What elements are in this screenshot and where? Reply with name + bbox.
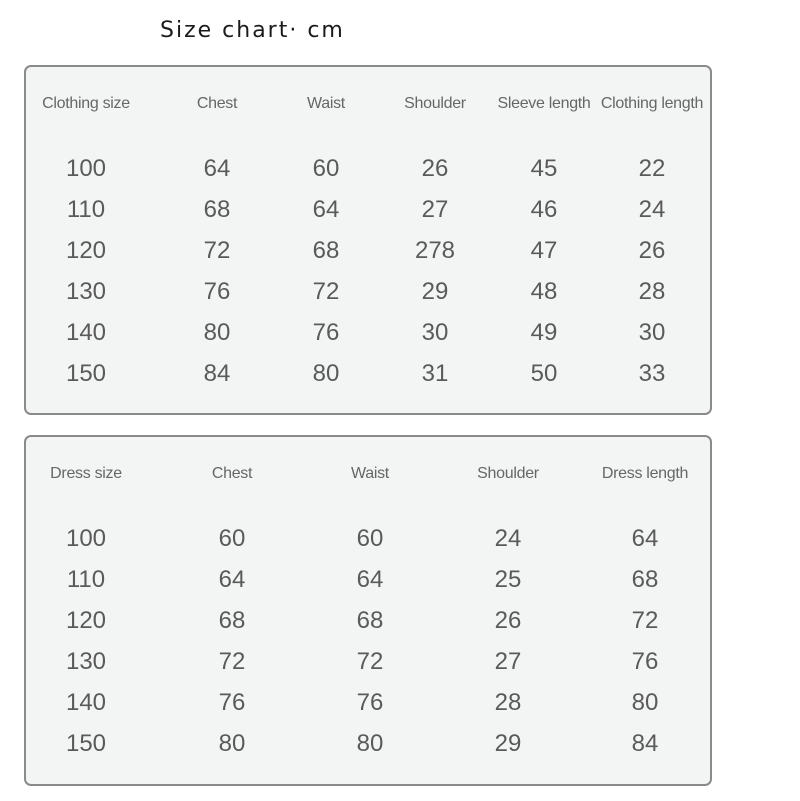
column-header: Clothing size — [42, 95, 130, 112]
table-cell: 48 — [530, 278, 558, 305]
table-cell: 45 — [530, 155, 558, 182]
column-header: Shoulder — [404, 95, 466, 112]
table-cell: 130 — [65, 278, 107, 305]
column-header: Waist — [351, 465, 389, 482]
table-cell: 80 — [203, 319, 231, 346]
table-cell: 29 — [421, 278, 449, 305]
table-cell: 120 — [65, 237, 107, 264]
table-cell: 76 — [312, 319, 340, 346]
table-cell: 33 — [638, 360, 666, 387]
table-cell: 72 — [312, 278, 340, 305]
table-cell: 50 — [530, 360, 558, 387]
table-cell: 68 — [218, 607, 246, 634]
table-cell: 29 — [494, 730, 522, 757]
table-cell: 64 — [631, 525, 659, 552]
table-cell: 26 — [421, 155, 449, 182]
table-cell: 80 — [218, 730, 246, 757]
table-cell: 84 — [631, 730, 659, 757]
clothing-size-table — [24, 65, 712, 415]
table-cell: 49 — [530, 319, 558, 346]
table-cell: 76 — [203, 278, 231, 305]
table-cell: 60 — [312, 155, 340, 182]
table-cell: 76 — [218, 689, 246, 716]
table-cell: 25 — [494, 566, 522, 593]
table-cell: 28 — [494, 689, 522, 716]
table-cell: 64 — [218, 566, 246, 593]
table-cell: 68 — [631, 566, 659, 593]
table-cell: 140 — [65, 319, 107, 346]
table-cell: 72 — [356, 648, 384, 675]
table-cell: 47 — [530, 237, 558, 264]
table-cell: 30 — [638, 319, 666, 346]
column-header: Waist — [307, 95, 345, 112]
dress-size-table — [24, 435, 712, 786]
table-cell: 28 — [638, 278, 666, 305]
table-cell: 26 — [494, 607, 522, 634]
table-cell: 26 — [638, 237, 666, 264]
table-cell: 24 — [638, 196, 666, 223]
table-cell: 22 — [638, 155, 666, 182]
table-cell: 100 — [65, 525, 107, 552]
table-cell: 68 — [203, 196, 231, 223]
table-cell: 68 — [312, 237, 340, 264]
table-cell: 120 — [65, 607, 107, 634]
column-header: Chest — [211, 465, 253, 482]
table-cell: 150 — [65, 360, 107, 387]
column-header: Dress size — [50, 465, 122, 482]
table-cell: 60 — [218, 525, 246, 552]
column-header: Shoulder — [477, 465, 539, 482]
table-cell: 72 — [218, 648, 246, 675]
table-cell: 31 — [421, 360, 449, 387]
table-cell: 60 — [356, 525, 384, 552]
table-cell: 64 — [203, 155, 231, 182]
table-cell: 27 — [421, 196, 449, 223]
table-cell: 46 — [530, 196, 558, 223]
table-cell: 27 — [494, 648, 522, 675]
column-header: Dress length — [601, 465, 689, 482]
table-cell: 80 — [312, 360, 340, 387]
table-cell: 84 — [203, 360, 231, 387]
table-cell: 100 — [65, 155, 107, 182]
table-cell: 150 — [65, 730, 107, 757]
table-cell: 80 — [631, 689, 659, 716]
table-cell: 68 — [356, 607, 384, 634]
table-cell: 64 — [312, 196, 340, 223]
table-cell: 130 — [65, 648, 107, 675]
table-cell: 80 — [356, 730, 384, 757]
table-cell: 72 — [631, 607, 659, 634]
table-cell: 140 — [65, 689, 107, 716]
table-cell: 72 — [203, 237, 231, 264]
table-cell: 110 — [66, 196, 106, 223]
column-header: Chest — [196, 95, 238, 112]
table-cell: 64 — [356, 566, 384, 593]
table-cell: 76 — [356, 689, 384, 716]
column-header: Sleeve length — [497, 95, 591, 112]
table-cell: 24 — [494, 525, 522, 552]
column-header: Clothing length — [600, 95, 704, 112]
page-title: Size chart· cm — [160, 18, 345, 43]
table-cell: 30 — [421, 319, 449, 346]
table-cell: 76 — [631, 648, 659, 675]
table-cell: 110 — [66, 566, 106, 593]
table-cell: 278 — [414, 237, 456, 264]
